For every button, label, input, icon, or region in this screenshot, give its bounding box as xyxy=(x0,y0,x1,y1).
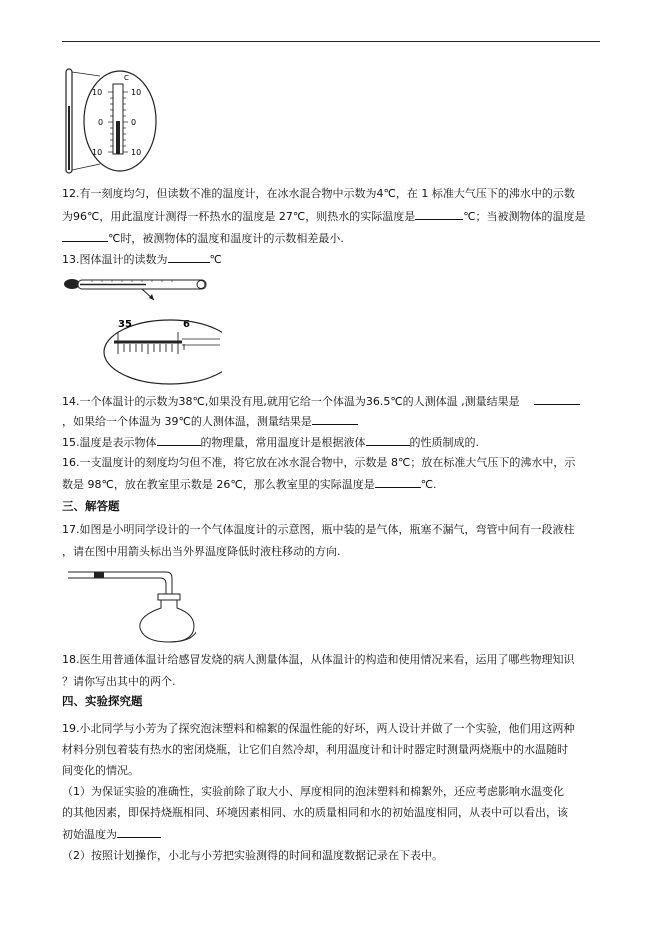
q18-line-1: 18.医生用普通体温计给感冒发烧的病人测量体温，从体温计的构造和使用情况来看，运用了哪些物理知识 xyxy=(62,653,575,666)
q16-blank[interactable] xyxy=(375,476,421,488)
fig1-tick-right-bottom: 10 xyxy=(131,148,142,157)
q12-line-3 xyxy=(62,230,602,246)
q19-part1-line-3 xyxy=(62,826,602,842)
q12-blank-2[interactable] xyxy=(62,230,108,242)
q12-blank-1[interactable] xyxy=(415,208,463,220)
fig1-tick-left-mid: 0 xyxy=(98,118,104,127)
fig1-tick-left-bottom: 10 xyxy=(92,148,103,157)
q14-text-b: ，如果给一个体温为 39℃的人测体温，测量结果是 xyxy=(62,415,312,428)
q19-part2-line: （2）按照计划操作，小北与小芳把实验测得的时间和温度数据记录在下表中。 xyxy=(62,849,443,862)
q12-line-1: 12.有一刻度均匀，但读数不准的温度计，在冰水混合物中示数为4℃，在 1 标准大气压下的沸水中的示数 xyxy=(62,187,575,200)
clinical-thermometer-figure xyxy=(62,272,222,386)
q15-text-a: 15.温度是表示物体 xyxy=(62,436,157,449)
fig1-tick-left-top: 10 xyxy=(92,88,103,97)
q16-text-b: ℃. xyxy=(420,478,437,491)
q15-text-c: 的性质制成的. xyxy=(409,436,479,449)
q13-scale-left-label: 35 xyxy=(118,319,132,330)
q19-blank[interactable] xyxy=(117,826,161,838)
thermometer-figure xyxy=(60,66,160,178)
q19-part1-text: 初始温度为 xyxy=(62,828,117,841)
q12-line-2 xyxy=(62,208,602,224)
header-rule xyxy=(62,41,600,42)
q19-part1-line-1: （1）为保证实验的准确性，实验前除了取大小、厚度相同的泡沫塑料和棉絮外，还应考虑影响水温变化 xyxy=(62,785,564,798)
q15-blank-2[interactable] xyxy=(366,434,410,446)
q13-unit: ℃ xyxy=(209,253,222,266)
q19-line-1: 19.小北同学与小芳为了探究泡沫塑料和棉絮的保温性能的好坏，两人设计并做了一个实验，他们用这两种 xyxy=(62,722,575,735)
q16-line-2 xyxy=(62,476,602,492)
q14-blank-2[interactable] xyxy=(312,413,358,425)
q12-text-a: 为96℃，用此温度计测得一杯热水的温度是 27℃，则热水的实际温度是 xyxy=(62,210,416,223)
q14-line-2 xyxy=(62,413,602,429)
section-4-heading: 四、实验探究题 xyxy=(62,694,143,708)
q13-scale-right-label: 6 xyxy=(183,319,190,330)
q19-part1-line-2: 的其他因素，即保持烧瓶相同、环境因素相同、水的质量相同和水的初始温度相同，从表中可以看出，该 xyxy=(62,806,568,819)
q16-text-a: 数是 98℃，放在教室里示数是 26℃，那么教室里的实际温度是 xyxy=(62,478,375,491)
q16-line-1: 16.一支温度计的刻度均匀但不准，将它放在冰水混合物中，示数是 8℃；放在标准大气压下的沸水中，示 xyxy=(62,456,576,469)
q14-text-a: 14.一个体温计的示数为38℃,如果没有甩,就用它给一个体温为36.5℃的人测体温 ,测量结果是 xyxy=(62,395,520,408)
gas-thermometer-figure xyxy=(66,568,196,644)
fig1-unit: C xyxy=(124,74,129,82)
q15-blank-1[interactable] xyxy=(157,434,201,446)
q14-blank-1[interactable] xyxy=(534,393,580,405)
q15-text-b: 的物理量，常用温度计是根据液体 xyxy=(200,436,366,449)
q13-line xyxy=(62,251,602,267)
fig1-tick-right-mid: 0 xyxy=(131,118,137,127)
q19-line-2: 材料分别包着装有热水的密闭烧瓶，让它们自然冷却，利用温度计和计时器定时测量两烧瓶中的水温随时 xyxy=(62,743,568,756)
q19-line-3: 间变化的情况。 xyxy=(62,764,139,777)
q18-line-2: ？请你写出其中的两个. xyxy=(62,675,176,688)
q14-line-1 xyxy=(62,393,602,409)
fig1-tick-right-top: 10 xyxy=(131,88,142,97)
q13-blank[interactable] xyxy=(168,251,210,263)
q12-text-b: ℃；当被测物体的温度是 xyxy=(463,210,586,223)
q15-line xyxy=(62,434,602,450)
q13-text: 13.图体温计的读数为 xyxy=(62,253,168,266)
q17-line-1: 17.如图是小明同学设计的一个气体温度计的示意图，瓶中装的是气体，瓶塞不漏气，弯管中间有一段液柱 xyxy=(62,523,575,536)
q12-text-c: ℃时，被测物体的温度和温度计的示数相差最小. xyxy=(108,232,344,245)
section-3-heading: 三、解答题 xyxy=(62,499,120,513)
q17-line-2: ，请在图中用箭头标出当外界温度降低时液柱移动的方向. xyxy=(62,545,341,558)
